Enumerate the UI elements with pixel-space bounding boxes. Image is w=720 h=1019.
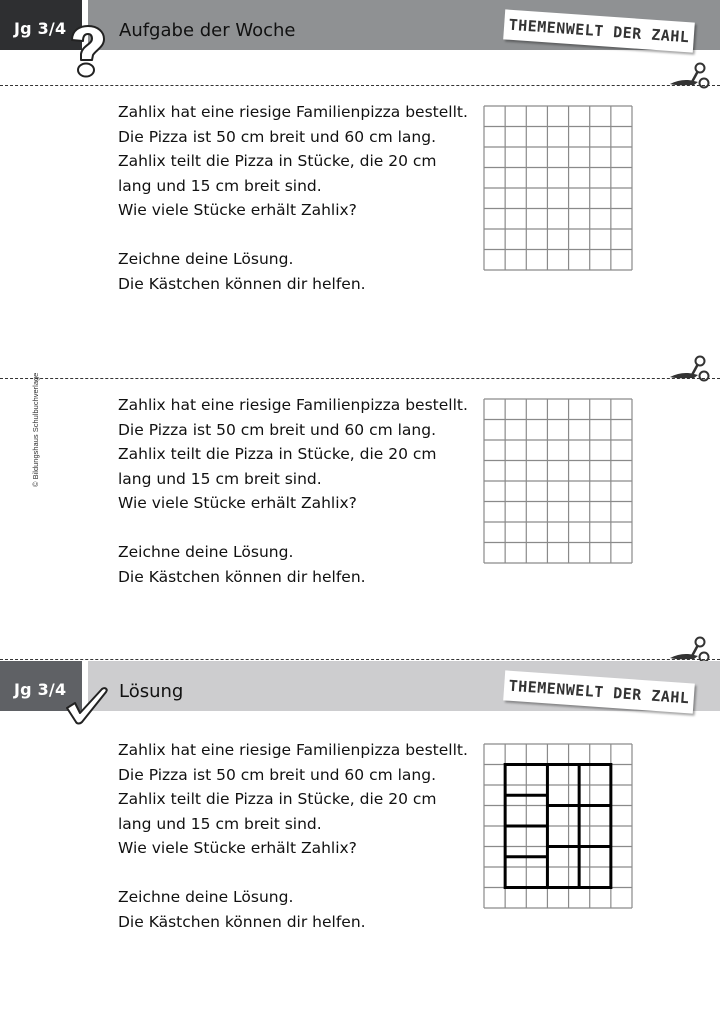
task-line: Die Pizza ist 50 cm breit und 60 cm lang. (118, 765, 437, 784)
task-line: Zahlix teilt die Pizza in Stücke, die 20 cm (118, 445, 437, 463)
solution-grade-label: Jg 3/4 (14, 680, 67, 699)
task-question: Wie viele Stücke erhält Zahlix? (118, 201, 357, 219)
task-line: Zahlix teilt die Pizza in Stücke, die 20 cm (118, 790, 437, 808)
task-line: lang und 15 cm breit sind. (118, 469, 322, 488)
task-line: Zahlix hat eine riesige Familienpizza bestellt. (118, 741, 468, 759)
solution-title: Lösung (119, 681, 184, 702)
cut-line (0, 85, 720, 86)
drawing-grid-2[interactable] (483, 398, 633, 564)
task-instruction: Zeichne deine Lösung. (118, 250, 294, 268)
checkmark-icon (64, 686, 110, 726)
task-question: Wie viele Stücke erhält Zahlix? (118, 494, 357, 512)
task-text-2 (118, 393, 478, 589)
task-instruction: Die Kästchen können dir helfen. (118, 567, 366, 586)
task-instruction: Zeichne deine Lösung. (118, 543, 294, 561)
brand-text: THEMENWELT DER ZAHL (508, 15, 690, 47)
solution-grid (483, 743, 633, 909)
task-line: lang und 15 cm breit sind. (118, 814, 322, 833)
scissors-icon (668, 60, 712, 90)
task-instruction: Die Kästchen können dir helfen. (118, 912, 366, 931)
drawing-grid-1[interactable] (483, 105, 633, 271)
task-question: Wie viele Stücke erhält Zahlix? (118, 839, 357, 857)
task-line: Die Pizza ist 50 cm breit und 60 cm lang. (118, 420, 437, 439)
scissors-icon (668, 353, 712, 383)
brand-text: THEMENWELT DER ZAHL (508, 676, 690, 708)
copyright-notice: © Bildungshaus Schulbuchverlage (31, 372, 40, 487)
task-title: Aufgabe der Woche (119, 20, 296, 41)
task-text-3 (118, 738, 478, 934)
cut-line (0, 659, 720, 660)
task-grade-label: Jg 3/4 (14, 19, 67, 38)
task-instruction: Zeichne deine Lösung. (118, 888, 294, 906)
task-line: Die Pizza ist 50 cm breit und 60 cm lang. (118, 127, 437, 146)
task-line: lang und 15 cm breit sind. (118, 176, 322, 195)
task-line: Zahlix hat eine riesige Familienpizza bestellt. (118, 396, 468, 414)
scissors-icon (668, 634, 712, 664)
question-mark-icon (64, 24, 108, 80)
task-text-1 (118, 100, 478, 296)
task-line: Zahlix hat eine riesige Familienpizza bestellt. (118, 103, 468, 121)
cut-line (0, 378, 720, 379)
task-instruction: Die Kästchen können dir helfen. (118, 274, 366, 293)
task-line: Zahlix teilt die Pizza in Stücke, die 20 cm (118, 152, 437, 170)
